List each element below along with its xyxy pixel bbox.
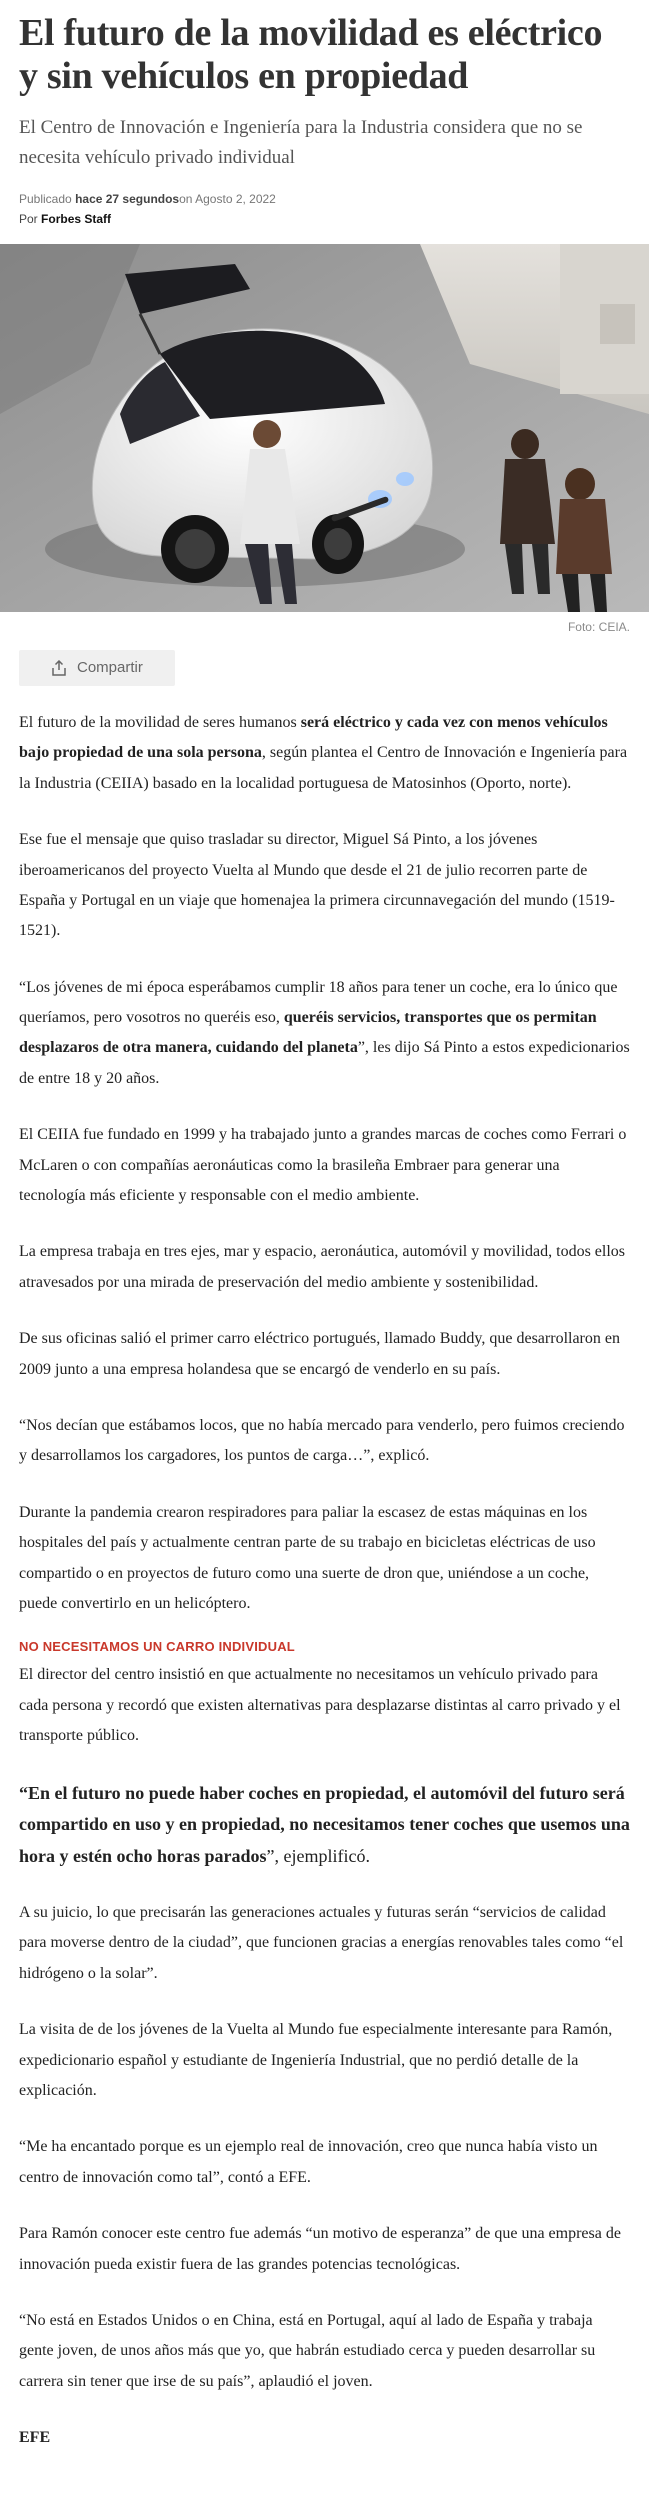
byline-author[interactable]: Forbes Staff: [41, 211, 112, 226]
paragraph-4: El CEIIA fue fundado en 1999 y ha trabajado junto a grandes marcas de coches como Ferrari o McLaren o con compañías aeronáuticas como la brasileña Embraer para generar una tecnología más eficiente y responsable con el medio ambiente.: [19, 1126, 627, 1205]
paragraph-14: Para Ramón conocer este centro fue además “un motivo de esperanza” de que una empresa de innovación pueda existir fuera de las grandes potencias tecnológicas.: [19, 2225, 621, 2273]
paragraph-text: ”, ejemplificó.: [266, 1845, 370, 1866]
paragraph-bold: “En el futuro no puede haber coches en propiedad, el automóvil del futuro será compartido en uso y en propiedad, no necesitamos tener coches que usemos una hora y estén ocho horas parados: [19, 1782, 630, 1866]
paragraph-6: De sus oficinas salió el primer carro eléctrico portugués, llamado Buddy, que desarrollaron en 2009 junto a una empresa holandesa que se encargó de venderlo en su país.: [19, 1330, 620, 1378]
paragraph-8: Durante la pandemia crearon respiradores para paliar la escasez de estas máquinas en los hospitales del país y actualmente centran parte de su trabajo en bicicletas eléctricas de uso compartido o en proyectos de futuro como una suerte de dron que, uniéndose a un coche, puede convertirlo en un helicóptero.: [19, 1503, 596, 1612]
article-header: [0, 12, 649, 226]
paragraph-11: A su juicio, lo que precisarán las generaciones actuales y futuras serán “servicios de calidad para moverse dentro de la ciudad”, que funcionen gracias a energías renovables tales como “el hidrógeno o la solar”.: [19, 1904, 624, 1982]
photo-credit: Foto: CEIA.: [567, 619, 630, 634]
byline: [19, 212, 630, 226]
paragraph-bold: queréis servicios, transportes que os permitan desplazaros de otra manera, cuidando del planeta: [19, 1009, 597, 1057]
share-label: Compartir: [77, 659, 143, 677]
paragraph-text: ”, les dijo Sá Pinto a estos expedicionarios de entre 18 y 20 años.: [19, 1039, 630, 1087]
paragraph-7: “Nos decían que estábamos locos, que no había mercado para venderlo, pero fuimos creciendo y desarrollamos los cargadores, los puntos de carga…”, explicó.: [19, 1417, 625, 1465]
article-signature: EFE: [19, 2429, 51, 2447]
share-button[interactable]: [19, 650, 175, 686]
paragraph-12: La visita de de los jóvenes de la Vuelta al Mundo fue especialmente interesante para Ramón, expedicionario español y estudiante de Ingeniería Industrial, que no perdió detalle de la explicación.: [19, 2021, 613, 2099]
publish-meta: [19, 192, 630, 206]
paragraph-2: Ese fue el mensaje que quiso trasladar su director, Miguel Sá Pinto, a los jóvenes iberoamericanos del proyecto Vuelta al Mundo que desde el 21 de julio recorren parte de España y Portugal en un viaje que homenajea la primera circunnavegación del mundo (1519-1521).: [19, 831, 615, 940]
paragraph-text: El futuro de la movilidad de seres humanos: [19, 713, 301, 731]
paragraph-10: [19, 1778, 630, 1873]
paragraph-1: [19, 708, 630, 799]
share-icon: [51, 660, 67, 676]
paragraph-5: La empresa trabaja en tres ejes, mar y espacio, aeronáutica, automóvil y movilidad, todos ellos atravesados por una mirada de preservación del medio ambiente y sostenibilidad.: [19, 1243, 626, 1291]
paragraph-3: [19, 973, 630, 1095]
article-dek: El Centro de Innovación e Ingeniería para la Industria considera que no se necesita vehículo privado individual: [19, 117, 583, 168]
publish-relative-time: hace 27 segundos: [75, 191, 180, 206]
hero-image: [0, 244, 649, 612]
paragraph-text: “Los jóvenes de mi época esperábamos cumplir 18 años para tener un coche, era lo único que queríamos, pero vosotros no queréis eso,: [19, 978, 618, 1027]
section-subhead: NO NECESITAMOS UN CARRO INDIVIDUAL: [19, 1639, 295, 1655]
paragraph-bold: será eléctrico y cada vez con menos vehículos bajo propiedad de una sola persona: [19, 713, 608, 762]
paragraph-9: El director del centro insistió en que actualmente no necesitamos un vehículo privado para cada persona y recordó que existen alternativas para desplazarse distintas al carro privado y el transporte público.: [19, 1666, 621, 1745]
publish-prefix: Publicado: [19, 191, 72, 206]
article-headline: El futuro de la movilidad es eléctrico y sin vehículos en propiedad: [19, 12, 603, 97]
paragraph-15: “No está en Estados Unidos o en China, está en Portugal, aquí al lado de España y trabaja gente joven, de unos años más que yo, que habrán estudiado cerca y pueden desarrollar su carrera sin tener que irse de su país”, aplaudió el joven.: [19, 2311, 596, 2390]
paragraph-13: “Me ha encantado porque es un ejemplo real de innovación, creo que nunca había visto un centro de innovación como tal”, contó a EFE.: [19, 2138, 598, 2186]
publish-date: on Agosto 2, 2022: [179, 191, 276, 206]
byline-prefix: Por: [19, 211, 38, 226]
hero-photo-illustration: [0, 244, 649, 612]
paragraph-text: , según plantea el Centro de Innovación e Ingeniería para la Industria (CEIIA) basado en la localidad portuguesa de Matosinhos (Oporto, norte).: [19, 744, 628, 792]
article-body: [19, 708, 630, 2454]
